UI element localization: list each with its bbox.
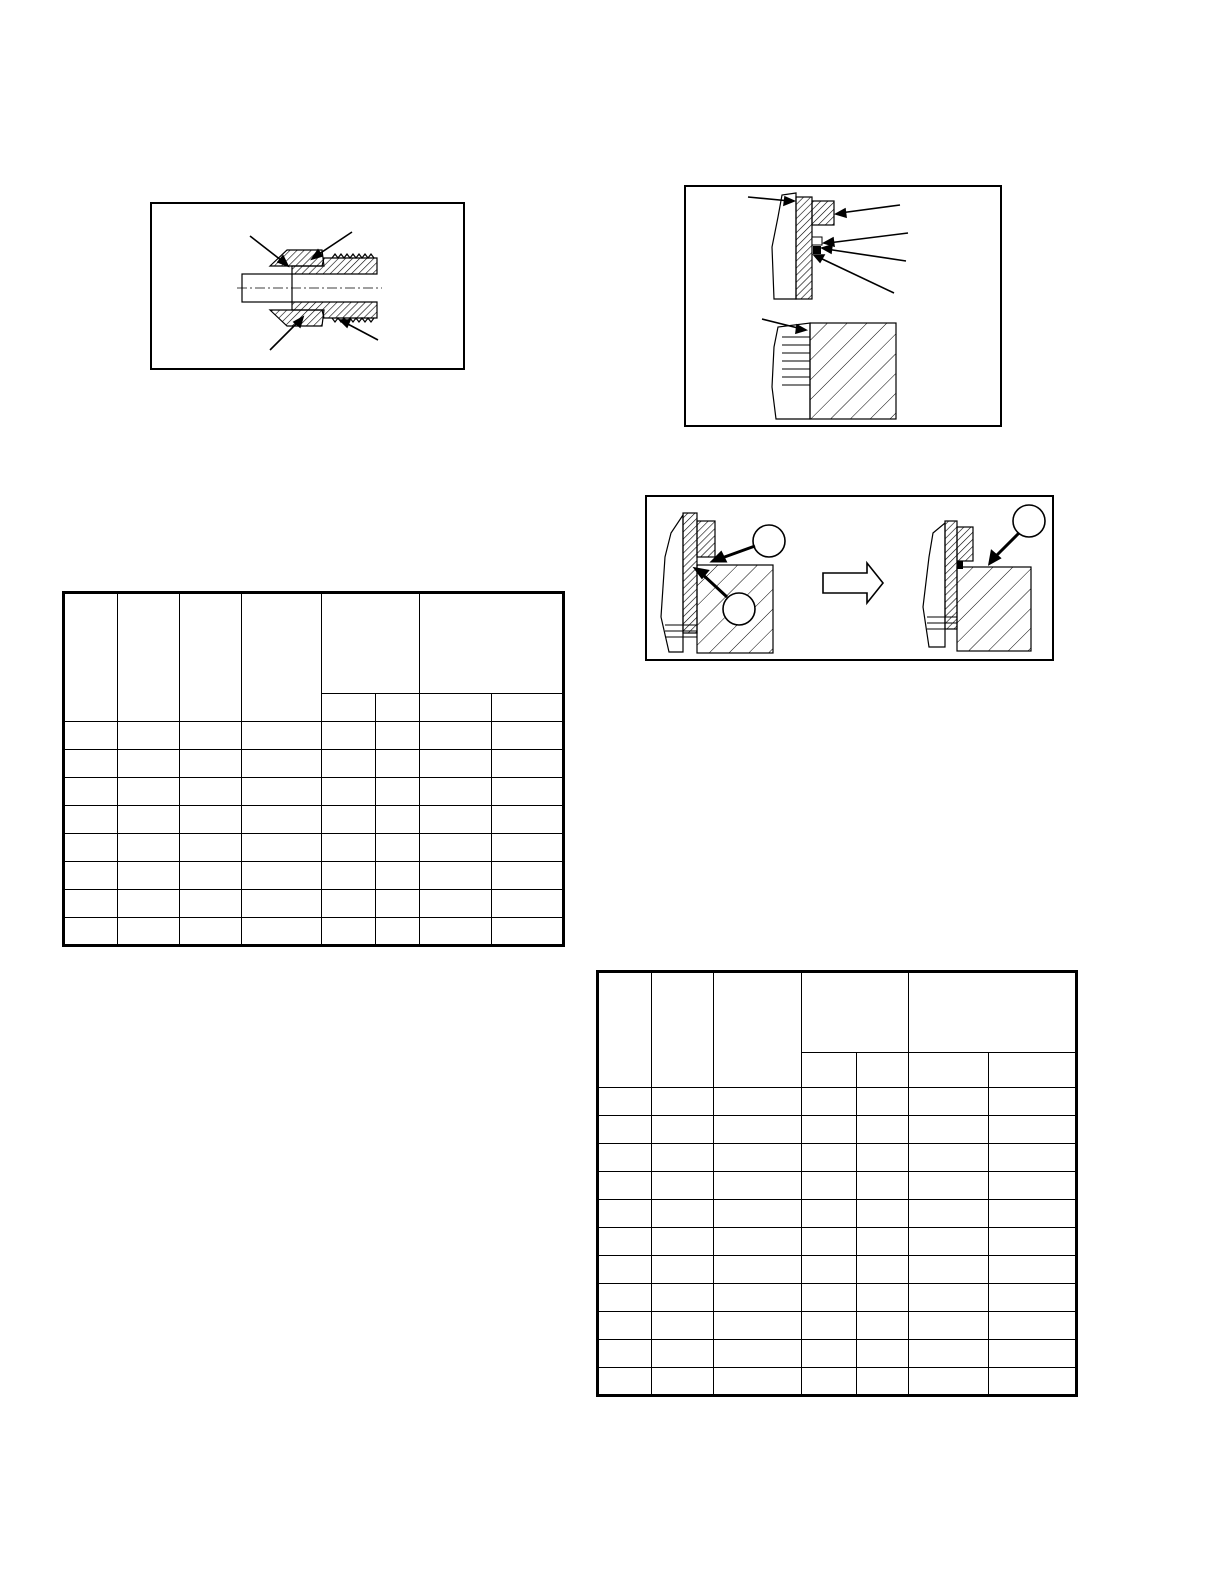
- table-cell: [714, 1312, 802, 1340]
- table-cell: [908, 1088, 988, 1116]
- subheader-cell: [322, 694, 376, 722]
- table-cell: [376, 722, 420, 750]
- table-cell: [492, 890, 564, 918]
- table-cell: [376, 778, 420, 806]
- table-cell: [598, 1172, 652, 1200]
- table-cell: [492, 918, 564, 946]
- subheader-cell: [376, 694, 420, 722]
- table-cell: [802, 1256, 856, 1284]
- table-cell: [652, 1256, 714, 1284]
- table-header-row: [64, 593, 564, 694]
- table-cell: [802, 1200, 856, 1228]
- table-row: [64, 750, 564, 778]
- table-cell: [652, 1116, 714, 1144]
- table-cell: [242, 806, 322, 834]
- subheader-cell: [802, 1053, 856, 1088]
- table-cell: [856, 1172, 908, 1200]
- oring-installation-sequence-drawing: [647, 497, 1052, 659]
- table-cell: [802, 1368, 856, 1396]
- fitting-cross-section-figure: [150, 202, 465, 370]
- table-cell: [242, 834, 322, 862]
- table-cell: [118, 722, 180, 750]
- header-cell: [802, 972, 908, 1053]
- header-cell: [420, 593, 564, 694]
- table-cell: [64, 806, 118, 834]
- table-cell: [322, 834, 376, 862]
- table-cell: [714, 1200, 802, 1228]
- table-cell: [802, 1312, 856, 1340]
- table-cell: [652, 1368, 714, 1396]
- table-cell: [856, 1312, 908, 1340]
- table-cell: [988, 1312, 1076, 1340]
- table-row: [598, 1116, 1077, 1144]
- table-cell: [802, 1284, 856, 1312]
- table-cell: [856, 1256, 908, 1284]
- table-row: [598, 1144, 1077, 1172]
- subheader-cell: [908, 1053, 988, 1088]
- oring-boss-parts-figure: [684, 185, 1002, 427]
- table-cell: [988, 1200, 1076, 1228]
- table-cell: [802, 1144, 856, 1172]
- table-cell: [598, 1284, 652, 1312]
- table-cell: [420, 918, 492, 946]
- table-cell: [180, 806, 242, 834]
- table-cell: [802, 1340, 856, 1368]
- table-row: [64, 834, 564, 862]
- table-cell: [598, 1116, 652, 1144]
- table-cell: [64, 918, 118, 946]
- table-cell: [376, 918, 420, 946]
- table-cell: [322, 722, 376, 750]
- subheader-cell: [856, 1053, 908, 1088]
- table-cell: [714, 1340, 802, 1368]
- table-cell: [802, 1116, 856, 1144]
- table-cell: [908, 1172, 988, 1200]
- header-cell: [908, 972, 1076, 1053]
- table-cell: [908, 1228, 988, 1256]
- table-row: [598, 1200, 1077, 1228]
- table-cell: [988, 1116, 1076, 1144]
- table-cell: [322, 862, 376, 890]
- table-cell: [652, 1284, 714, 1312]
- table-cell: [322, 918, 376, 946]
- table-row: [598, 1368, 1077, 1396]
- table-cell: [802, 1172, 856, 1200]
- table-cell: [652, 1088, 714, 1116]
- table-cell: [180, 722, 242, 750]
- table-cell: [908, 1256, 988, 1284]
- table-row: [64, 778, 564, 806]
- table-cell: [376, 862, 420, 890]
- table-row: [598, 1284, 1077, 1312]
- table-cell: [420, 890, 492, 918]
- header-cell: [180, 593, 242, 722]
- table-cell: [988, 1228, 1076, 1256]
- table-cell: [714, 1116, 802, 1144]
- table-row: [64, 918, 564, 946]
- table-row: [598, 1256, 1077, 1284]
- table-cell: [322, 806, 376, 834]
- table-cell: [714, 1256, 802, 1284]
- table-cell: [856, 1368, 908, 1396]
- table-cell: [714, 1368, 802, 1396]
- table-cell: [988, 1172, 1076, 1200]
- table-cell: [856, 1116, 908, 1144]
- table-cell: [376, 806, 420, 834]
- table-row: [598, 1172, 1077, 1200]
- table-cell: [714, 1172, 802, 1200]
- table-cell: [856, 1284, 908, 1312]
- table-cell: [118, 890, 180, 918]
- table-cell: [908, 1284, 988, 1312]
- table-cell: [64, 834, 118, 862]
- table-cell: [856, 1340, 908, 1368]
- table-row: [598, 1228, 1077, 1256]
- table-cell: [598, 1228, 652, 1256]
- table-cell: [118, 778, 180, 806]
- table-cell: [988, 1368, 1076, 1396]
- table-cell: [908, 1368, 988, 1396]
- table-row: [598, 1340, 1077, 1368]
- table-row: [64, 862, 564, 890]
- table-cell: [598, 1200, 652, 1228]
- table-cell: [322, 750, 376, 778]
- table-cell: [376, 890, 420, 918]
- table-cell: [598, 1144, 652, 1172]
- table-cell: [376, 834, 420, 862]
- subheader-cell: [492, 694, 564, 722]
- table-cell: [492, 834, 564, 862]
- table-cell: [376, 750, 420, 778]
- table-cell: [242, 750, 322, 778]
- table-cell: [118, 834, 180, 862]
- table-cell: [242, 862, 322, 890]
- subheader-cell: [988, 1053, 1076, 1088]
- table-cell: [420, 722, 492, 750]
- table-cell: [652, 1340, 714, 1368]
- table-cell: [988, 1088, 1076, 1116]
- table-cell: [242, 778, 322, 806]
- table-cell: [856, 1200, 908, 1228]
- table-cell: [988, 1340, 1076, 1368]
- table-cell: [492, 750, 564, 778]
- table-cell: [714, 1284, 802, 1312]
- fitting-cross-section-drawing: [152, 204, 463, 368]
- table-cell: [64, 722, 118, 750]
- table-cell: [180, 918, 242, 946]
- table-cell: [714, 1144, 802, 1172]
- table-cell: [180, 890, 242, 918]
- table-cell: [988, 1256, 1076, 1284]
- oring-boss-parts-drawing: [686, 187, 1000, 425]
- table-cell: [64, 890, 118, 918]
- table-cell: [598, 1312, 652, 1340]
- table-cell: [64, 750, 118, 778]
- table-cell: [908, 1144, 988, 1172]
- table-cell: [856, 1228, 908, 1256]
- header-cell: [598, 972, 652, 1088]
- table-cell: [908, 1312, 988, 1340]
- subheader-cell: [420, 694, 492, 722]
- table-cell: [652, 1172, 714, 1200]
- spec-table-right: [596, 970, 1078, 1397]
- table-header-row: [598, 972, 1077, 1053]
- header-cell: [242, 593, 322, 722]
- table-cell: [652, 1144, 714, 1172]
- table-row: [598, 1088, 1077, 1116]
- table-cell: [64, 862, 118, 890]
- table-row: [64, 806, 564, 834]
- header-cell: [322, 593, 420, 694]
- oring-installation-sequence-figure: [645, 495, 1054, 661]
- header-cell: [714, 972, 802, 1088]
- table-cell: [988, 1144, 1076, 1172]
- table-cell: [180, 778, 242, 806]
- table-cell: [420, 778, 492, 806]
- table-cell: [492, 778, 564, 806]
- table-cell: [242, 890, 322, 918]
- spec-table-left: [62, 591, 565, 947]
- table-cell: [598, 1256, 652, 1284]
- table-cell: [802, 1228, 856, 1256]
- table-cell: [322, 890, 376, 918]
- table-cell: [420, 750, 492, 778]
- table-cell: [420, 806, 492, 834]
- table-cell: [118, 750, 180, 778]
- table-row: [64, 890, 564, 918]
- table-row: [64, 722, 564, 750]
- table-cell: [908, 1116, 988, 1144]
- table-cell: [118, 862, 180, 890]
- table-cell: [180, 862, 242, 890]
- header-cell: [64, 593, 118, 722]
- table-cell: [652, 1312, 714, 1340]
- table-cell: [598, 1368, 652, 1396]
- table-cell: [598, 1088, 652, 1116]
- table-cell: [802, 1088, 856, 1116]
- table-cell: [908, 1200, 988, 1228]
- header-cell: [118, 593, 180, 722]
- table-cell: [322, 778, 376, 806]
- table-cell: [242, 918, 322, 946]
- table-cell: [180, 750, 242, 778]
- table-cell: [180, 834, 242, 862]
- table-cell: [492, 862, 564, 890]
- table-cell: [492, 806, 564, 834]
- table-cell: [714, 1088, 802, 1116]
- table-cell: [118, 806, 180, 834]
- table-cell: [118, 918, 180, 946]
- header-cell: [652, 972, 714, 1088]
- table-cell: [856, 1144, 908, 1172]
- table-cell: [988, 1284, 1076, 1312]
- table-row: [598, 1312, 1077, 1340]
- table-cell: [242, 722, 322, 750]
- table-cell: [420, 862, 492, 890]
- table-cell: [714, 1228, 802, 1256]
- table-cell: [598, 1340, 652, 1368]
- table-cell: [64, 778, 118, 806]
- table-cell: [652, 1200, 714, 1228]
- table-cell: [492, 722, 564, 750]
- table-cell: [908, 1340, 988, 1368]
- table-cell: [652, 1228, 714, 1256]
- table-cell: [420, 834, 492, 862]
- table-cell: [856, 1088, 908, 1116]
